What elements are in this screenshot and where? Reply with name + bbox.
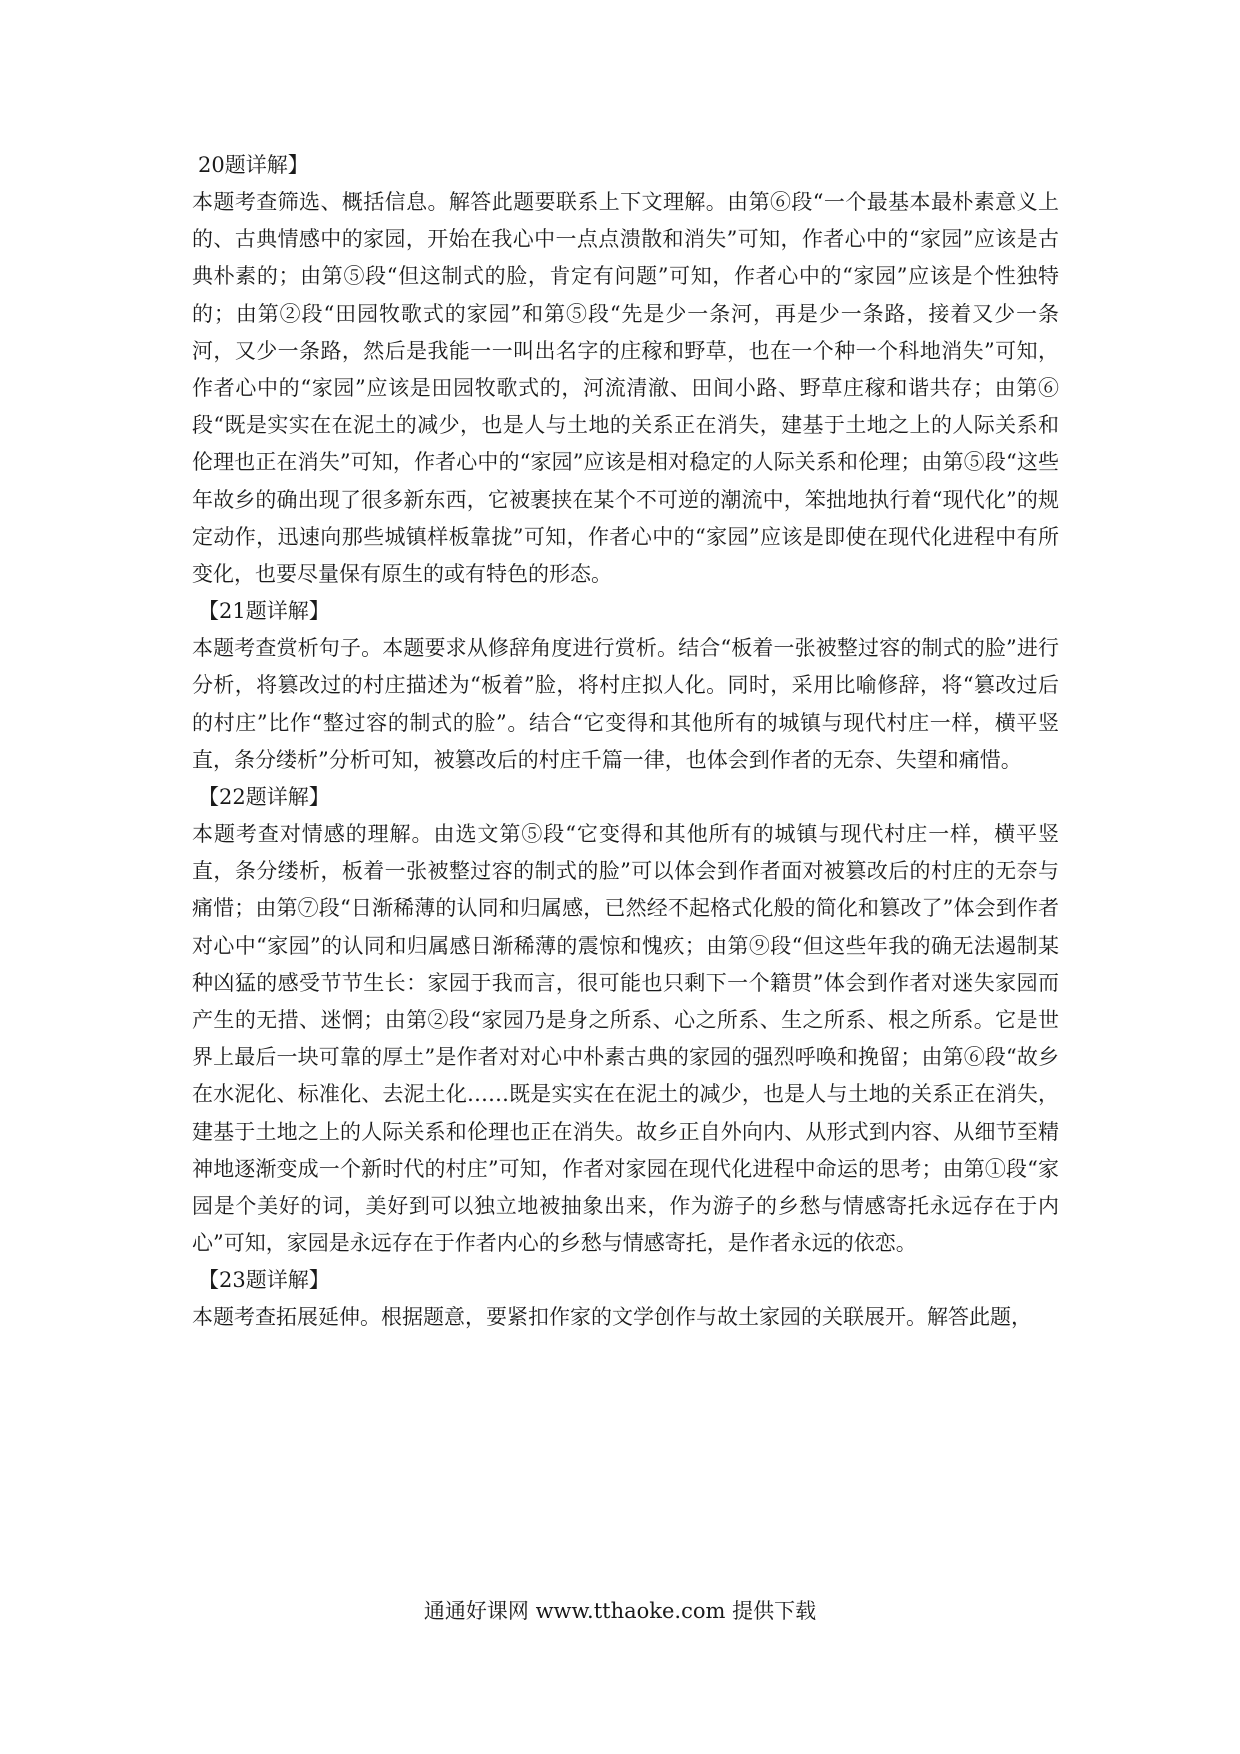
section-body-22: 本题考查对情感的理解。由选文第⑤段“它变得和其他所有的城镇与现代村庄一样，横平竖直，条分缕析，板着一张被整过容的制式的脸”可以体会到作者面对被篡改后的村庄的无奈与痛惜；由第⑦段“日渐稀薄的认同和归属感，已然经不起格式化般的简化和篡改了”体会到作者对心中“家园”的认同和归属感日渐稀薄的震惊和愧疚；由第⑨段“但这些年我的确无法遏制某种凶猛的感受节节生长：家园于我而言，很可能也只剩下一个籍贯”体会到作者对迷失家园而产生的无措、迷惘；由第②段“家园乃是身之所系、心之所系、生之所系、根之所系。它是世界上最后一块可靠的厚土”是作者对对心中朴素古典的家园的强烈呼唤和挽留；由第⑥段“故乡在水泥化、标准化、去泥土化……既是实实在在泥土的减少，也是人与土地的关系正在消失，建基于土地之上的人际关系和伦理也正在消失。故乡正自外向内、从形式到内容、从细节至精神地逐渐变成一个新时代的村庄”可知，作者对家园在现代化进程中命运的思考；由第①段“家园是个美好的词，美好到可以独立地被抽象出来，作为游子的乡愁与情感寄托永远存在于内心”可知，家园是永远存在于作者内心的乡愁与情感寄托，是作者永远的依恋。 xyxy=(192,822,1059,1256)
section-heading-20: 20题详解】 xyxy=(198,153,309,177)
page-footer: 通通好课网 www.tthaoke.com 提供下载 xyxy=(423,1599,817,1623)
section-heading-22: 【22题详解】 xyxy=(198,785,330,810)
section-body-21: 本题考查赏析句子。本题要求从修辞角度进行赏析。结合“板着一张被整过容的制式的脸”进行分析，将篡改过的村庄描述为“板着”脸，将村庄拟人化。同时，采用比喻修辞，将“篡改过后的村庄”比作“整过容的制式的脸”。结合“它变得和其他所有的城镇与现代村庄一样，横平竖直，条分缕析”分析可知，被篡改后的村庄千篇一律，也体会到作者的无奈、失望和痛惜。 xyxy=(192,636,1059,772)
section-heading-23: 【23题详解】 xyxy=(198,1268,330,1293)
document-body xyxy=(192,147,1059,1337)
section-body-20: 本题考查筛选、概括信息。解答此题要联系上下文理解。由第⑥段“一个最基本最朴素意义上的、古典情感中的家园，开始在我心中一点点溃散和消失”可知，作者心中的“家园”应该是古典朴素的；由第⑤段“但这制式的脸，肯定有问题”可知，作者心中的“家园”应该是个性独特的；由第②段“田园牧歌式的家园”和第⑤段“先是少一条河，再是少一条路，接着又少一条河，又少一条路，然后是我能一一叫出名字的庄稼和野草，也在一个种一个科地消失”可知，作者心中的“家园”应该是田园牧歌式的，河流清澈、田间小路、野草庄稼和谐共存；由第⑥段“既是实实在在泥土的减少，也是人与土地的关系正在消失，建基于土地之上的人际关系和伦理也正在消失”可知，作者心中的“家园”应该是相对稳定的人际关系和伦理；由第⑤段“这些年故乡的确出现了很多新东西，它被裹挟在某个不可逆的潮流中，笨拙地执行着“现代化”的规定动作，迅速向那些城镇样板靠拢”可知，作者心中的“家园”应该是即使在现代化进程中有所变化，也要尽量保有原生的或有特色的形态。 xyxy=(192,190,1059,587)
section-heading-21: 【21题详解】 xyxy=(198,599,330,624)
section-body-23: 本题考查拓展延伸。根据题意，要紧扣作家的文学创作与故土家园的关联展开。解答此题， xyxy=(192,1305,1032,1330)
